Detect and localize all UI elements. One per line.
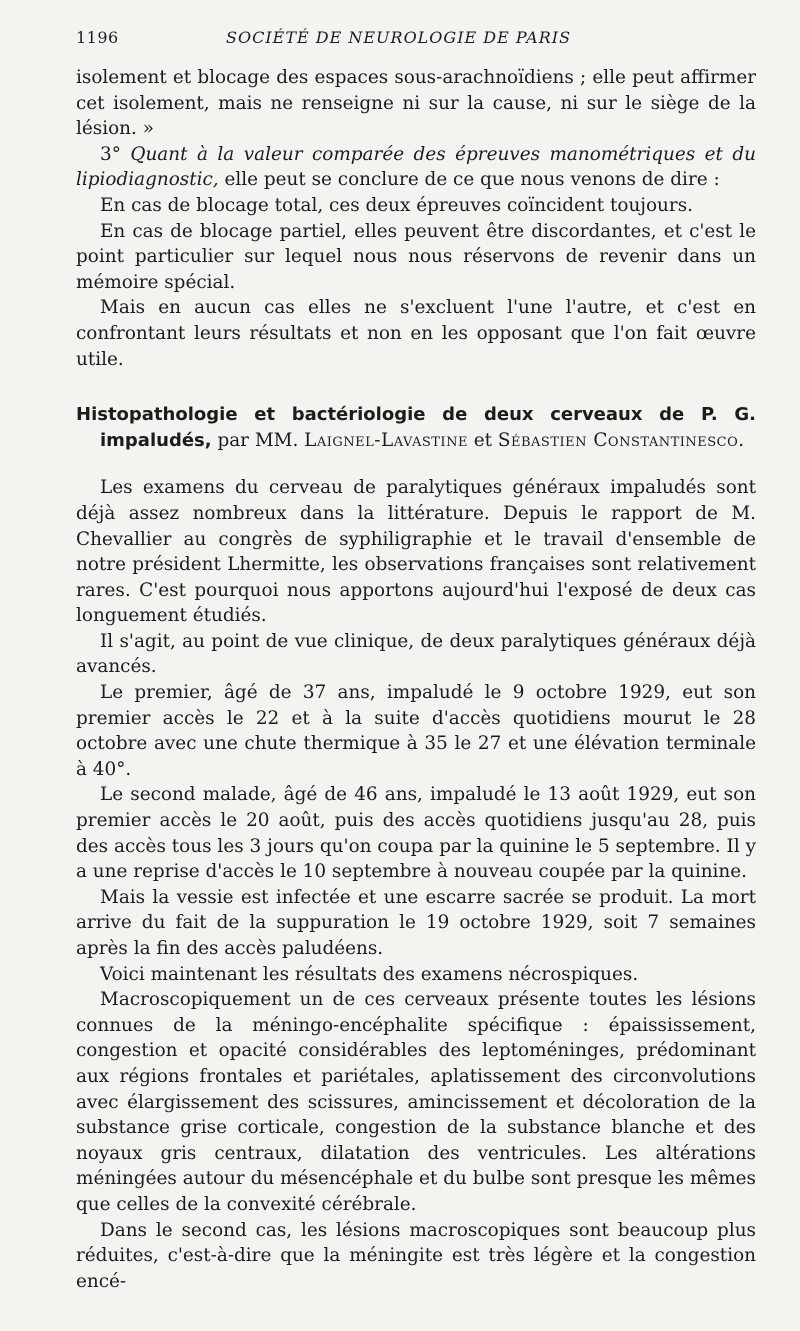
paragraph-lead: 3° (100, 143, 131, 165)
author-1: Laignel-Lavastine (304, 429, 468, 451)
paragraph: Voici maintenant les résultats des examens nécrospiques. (100, 963, 639, 985)
page-number: 1196 (76, 28, 119, 47)
paragraph: Le second malade, âgé de 46 ans, impaludé le 13 août 1929, eut son premier accès le 20 août, puis des accès quotidiens jusqu'au 28, puis des accès tous les 3 jours qu'on coupa par la quinine le 5 septembre. Il y a une reprise d'accès le 10 septembre à nouveau coupée par la quinine. (76, 784, 756, 883)
article-by: par MM. (211, 429, 305, 451)
article-title: Histopathologie et bactériologie de deux cerveaux de P. G. impaludés, (76, 404, 756, 451)
article-end: . (738, 429, 745, 451)
paragraph: Dans le second cas, les lésions macroscopiques sont beaucoup plus réduites, c'est-à-dire que la méningite est très légère et la congestion encé- (76, 1219, 756, 1292)
paragraph-text: elle peut se conclure de ce que nous venons de dire : (218, 169, 720, 191)
paragraph: Mais en aucun cas elles ne s'excluent l'une l'autre, et c'est en confrontant leurs résultats et non en les opposant que l'on fait œuvre utile. (76, 297, 756, 370)
running-header (76, 28, 756, 47)
author-2: Sébastien Constantinesco (497, 429, 739, 451)
article-heading (76, 402, 756, 453)
paragraph (76, 142, 756, 193)
article-and: et (467, 429, 498, 451)
paragraph: En cas de blocage total, ces deux épreuves coïncident toujours. (100, 194, 693, 216)
paragraph: En cas de blocage partiel, elles peuvent être discordantes, et c'est le point particulier sur lequel nous nous réservons de revenir dans un mémoire spécial. (76, 220, 756, 293)
journal-title: SOCIÉTÉ DE NEUROLOGIE DE PARIS (226, 28, 572, 47)
paragraph: Mais la vessie est infectée et une escarre sacrée se produit. La mort arrive du fait de la suppuration le 19 octobre 1929, soit 7 semaines après la fin des accès paludéens. (76, 886, 756, 959)
paragraph-italic: Quant à la valeur comparée des épreuves manométriques et du lipiodiagnostic, (76, 143, 756, 191)
paragraph: Le premier, âgé de 37 ans, impaludé le 9 octobre 1929, eut son premier accès le 22 et à la suite d'accès quotidiens mourut le 28 octobre avec une chute thermique à 35 le 27 et une élévation terminale à 40°. (76, 682, 756, 780)
paragraph: Les examens du cerveau de paralytiques généraux impaludés sont déjà assez nombreux dans la littérature. Depuis le rapport de M. Chevallier au congrès de syphiligraphie et le travail d'ensemble de notre président Lhermitte, les observations françaises sont relativement rares. C'est pourquoi nous apportons aujourd'hui l'exposé de deux cas longuement étudiés. (76, 477, 756, 627)
article-title-line (76, 402, 756, 453)
paragraph: Il s'agit, au point de vue clinique, de deux paralytiques généraux déjà avancés. (76, 630, 756, 678)
paragraph: Macroscopiquement un de ces cerveaux présente toutes les lésions connues de la méningo-encéphalite spécifique : épaississement, congestion et opacité considérables des leptoméninges, prédominant aux régions frontales et pariétales, aplatissement des circonvolutions avec élargissement des scissures, amincissement et décoloration de la substance grise corticale, congestion de la substance blanche et des noyaux gris centraux, dilatation des ventricules. Les altérations méningées autour du mésencéphale et du bulbe sont presque les mêmes que celles de la convexité cérébrale. (76, 989, 756, 1215)
paragraph: isolement et blocage des espaces sous-arachnoïdiens ; elle peut affirmer cet isolement, mais ne renseigne ni sur la cause, ni sur le siège de la lésion. » (76, 67, 756, 140)
